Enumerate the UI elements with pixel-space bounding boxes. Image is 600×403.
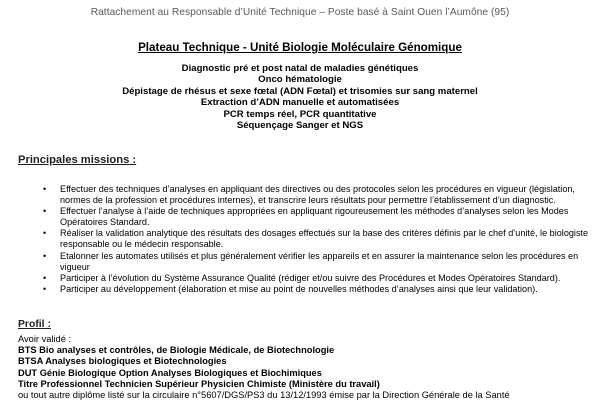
mission-text: Effectuer des techniques d’analyses en appliquant des directives ou des protocoles selon les procédures en vigueur (législation, normes de la profession et procédures internes), et transcrire leurs résultats pour permettre l’établissement d’un diagnostic. xyxy=(60,184,575,206)
mission-item xyxy=(43,228,591,250)
section-title: Plateau Technique - Unité Biologie Moléculaire Génomique xyxy=(138,41,462,54)
diploma-item: Titre Professionnel Technicien Supérieur Physicien Chimiste (Ministère du travail) xyxy=(18,378,380,389)
mission-text: Effectuer l’analyse à l’aide de techniques appropriées en appliquant rigoureusement les méthodes d’analyses selon les Modes Opératoires Standard. xyxy=(60,206,569,228)
bullet-icon: • xyxy=(43,272,47,283)
activities-list xyxy=(0,63,600,131)
mission-item xyxy=(43,184,591,206)
bullet-icon: • xyxy=(43,250,47,261)
profil-intro: Avoir validé : xyxy=(18,334,72,344)
mission-item xyxy=(43,284,591,295)
diploma-item: BTSA Analyses biologiques et Biotechnologies xyxy=(18,356,227,367)
mission-item xyxy=(43,273,591,284)
profil-heading: Profil : xyxy=(18,319,51,330)
activity-item: Séquençage Sanger et NGS xyxy=(236,120,364,132)
mission-text: Réaliser la validation analytique des résultats des dosages effectués sur la base des critères définis par le chef d’unité, le biologiste responsable ou le médecin responsable. xyxy=(60,228,589,250)
diploma-circular-note: ou tout autre diplôme listé sur la circulaire n°5607/DGS/PS3 du 13/12/1993 émise par la Direction Générale de la Santé xyxy=(18,390,510,401)
bullet-icon: • xyxy=(43,283,47,294)
activity-item: Extraction d’ADN manuelle et automatisées xyxy=(200,97,400,109)
activity-item: Diagnostic pré et post natal de maladies génétiques xyxy=(181,63,419,74)
bullet-icon: • xyxy=(43,206,47,217)
activity-item: PCR temps réel, PCR quantitative xyxy=(223,108,377,120)
mission-text: Participer à l’évolution du Système Assurance Qualité (rédiger et/ou suivre des Procédures et Modes Opératoires Standard). xyxy=(60,272,561,283)
mission-item xyxy=(43,251,591,273)
activity-item: Dépistage de rhésus et sexe fœtal (ADN Fœtal) et trisomies sur sang maternel xyxy=(122,85,478,97)
diploma-item: DUT Génie Biologique Option Analyses Biologiques et Biochimiques xyxy=(18,367,322,378)
missions-list xyxy=(43,184,591,295)
missions-heading: Principales missions : xyxy=(18,154,137,166)
mission-text: Participer au développement (élaboration et mise au point de nouvelles méthodes d’analyses ainsi que leur validation). xyxy=(60,283,538,294)
mission-item xyxy=(43,206,591,228)
bullet-icon: • xyxy=(43,184,47,194)
attachment-line: Rattachement au Responsable d’Unité Technique – Poste basé à Saint Ouen l’Aumône (95) xyxy=(90,7,510,18)
activity-item: Onco hématologie xyxy=(258,74,342,86)
bullet-icon: • xyxy=(43,228,47,239)
mission-text: Etalonner les automates utilisés et plus généralement vérifier les appareils et en assurer la maintenance selon les procédures en vigueur xyxy=(60,250,579,272)
diploma-item: BTS Bio analyses et contrôles, de Biologie Médicale, de Biotechnologie xyxy=(18,345,335,356)
profil-section xyxy=(18,334,598,401)
